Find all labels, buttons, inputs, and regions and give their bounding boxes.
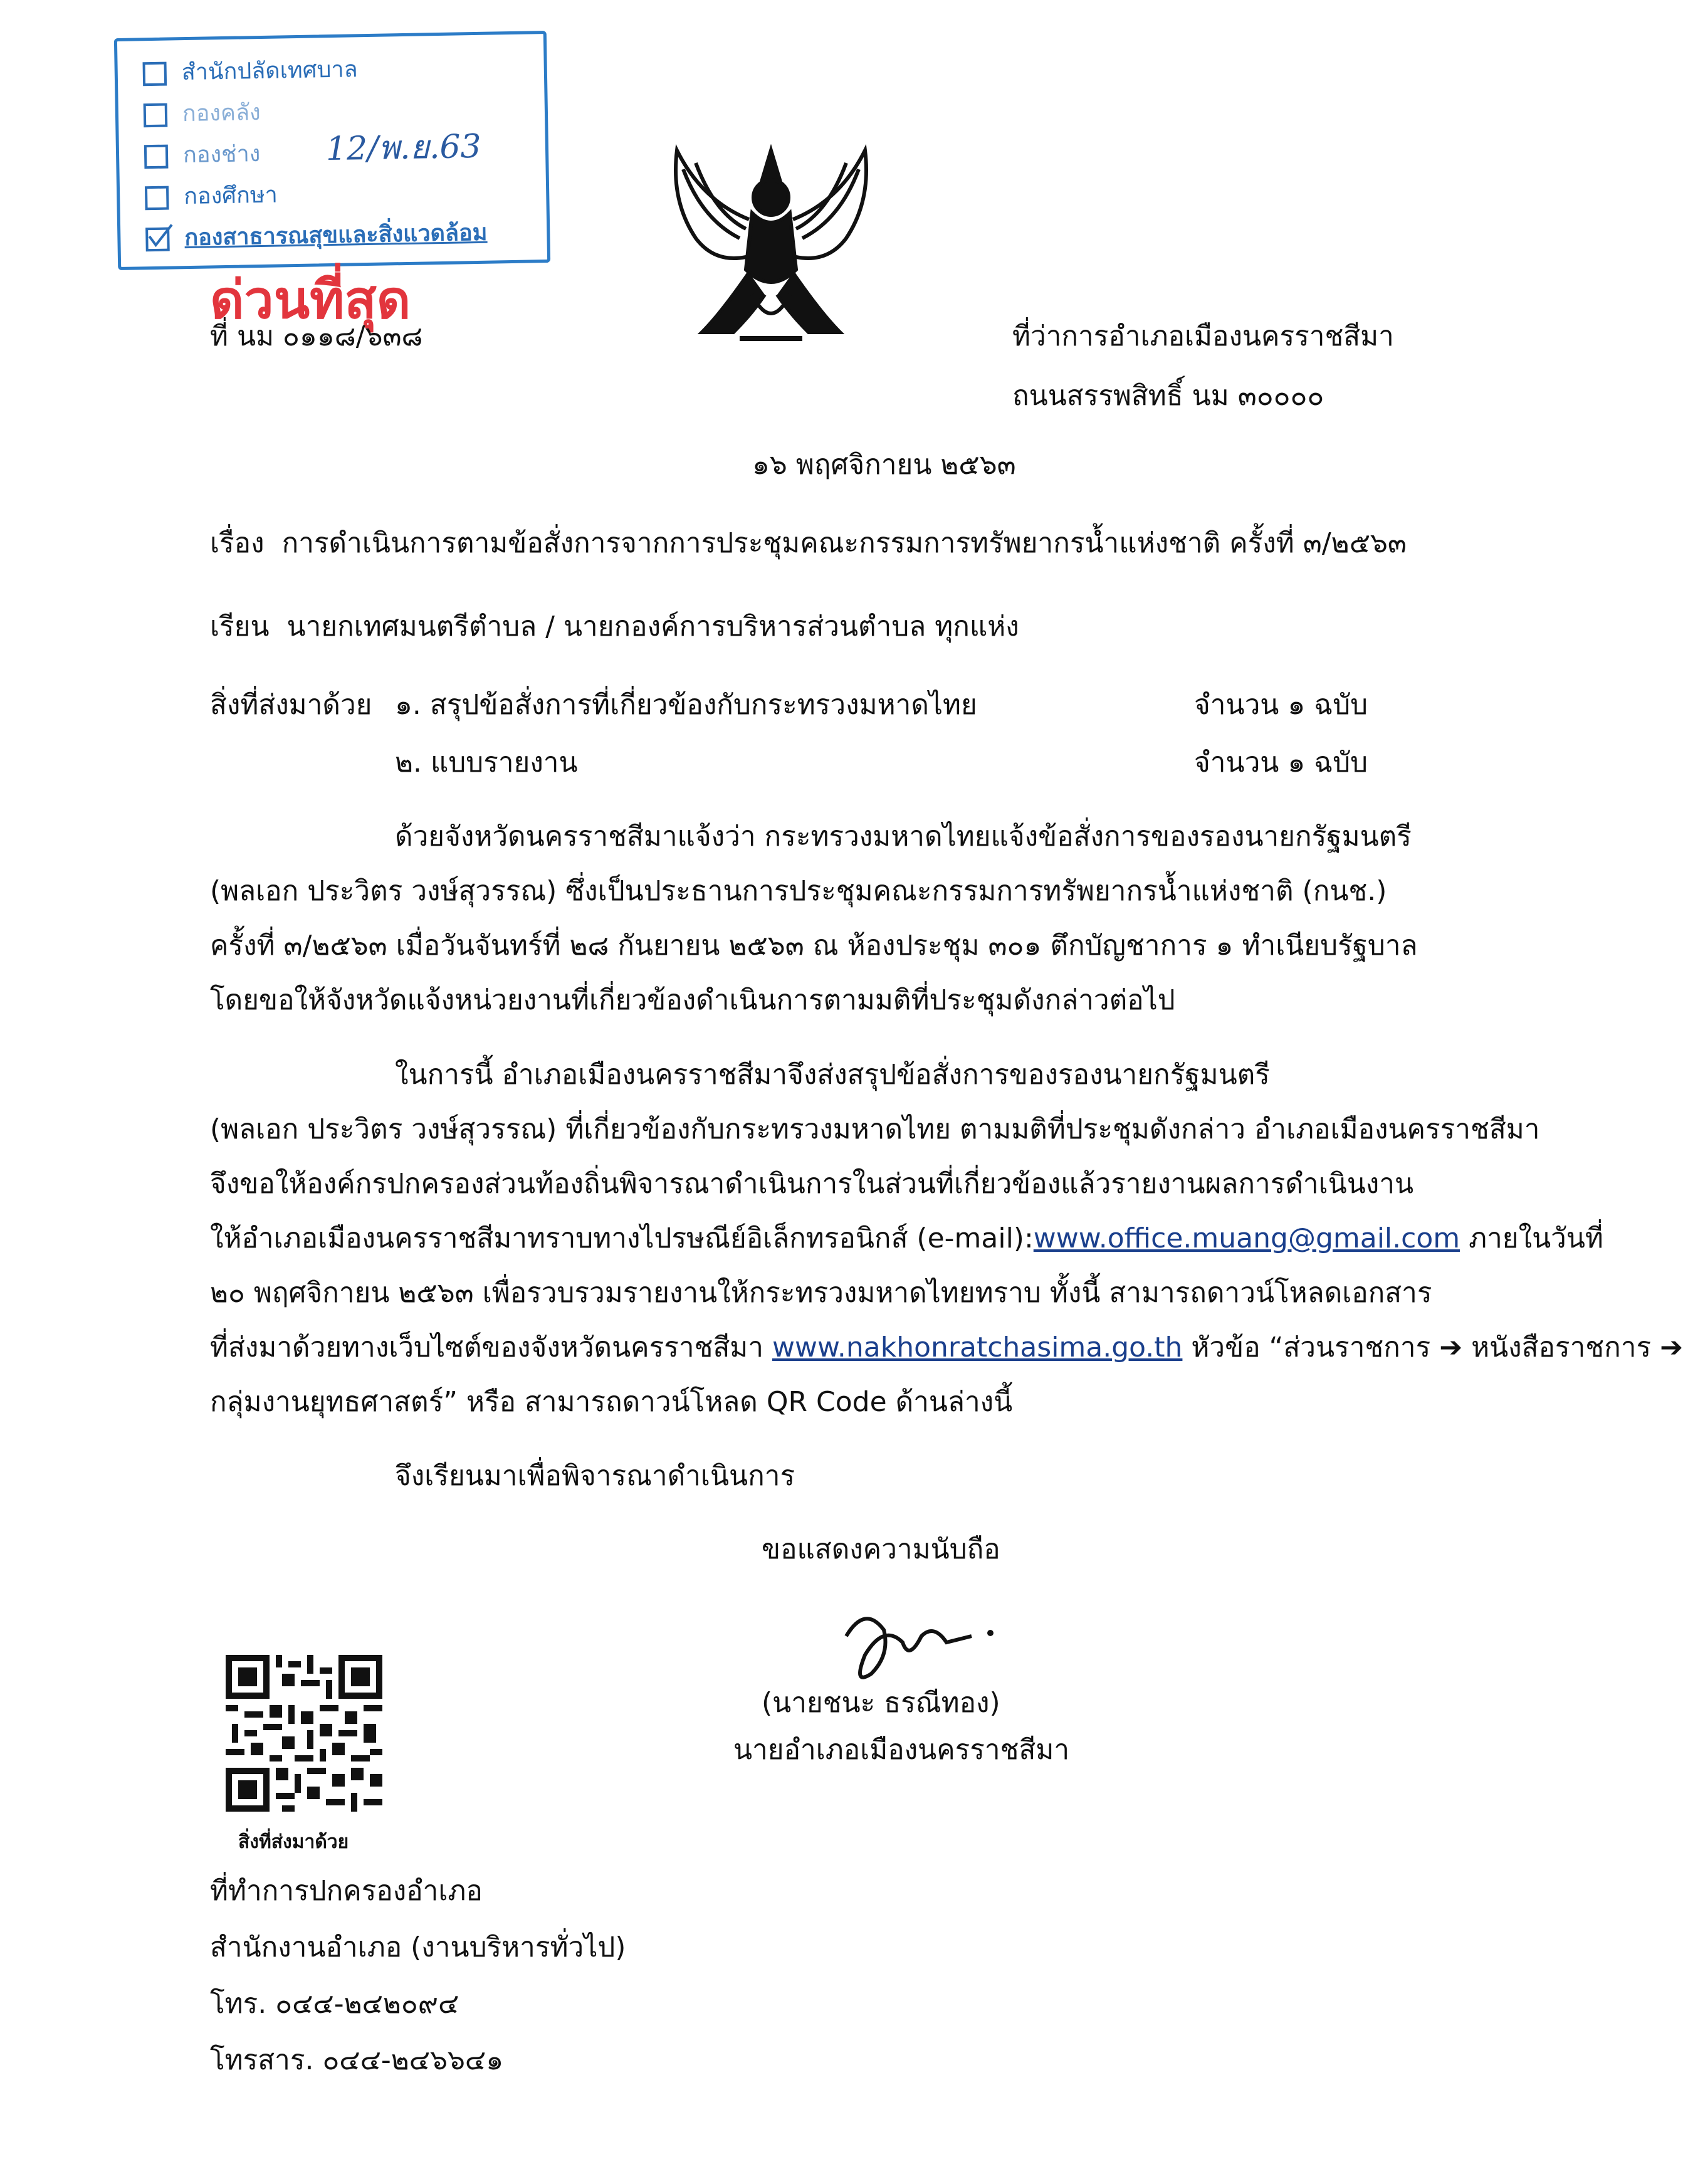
stamp-handwritten-note: 12/พ.ย.63	[325, 127, 482, 169]
enclosure-label: สิ่งที่ส่งมาด้วย	[210, 689, 372, 721]
paragraph-2-line: ๒๐ พฤศจิกายน ๒๕๖๓ เพื่อรวบรวมรายงานให้กระทรวงมหาดไทยทราบ ทั้งนี้ สามารถดาวน์โหลดเอกสาร	[210, 1277, 1432, 1309]
to-label: เรียน	[210, 611, 270, 643]
enclosure-qty: จำนวน ๑ ฉบับ	[1194, 689, 1368, 721]
paragraph-2-line: ในการนี้ อำเภอเมืองนครราชสีมาจึงส่งสรุปข้อสั่งการของรองนายกรัฐมนตรี	[395, 1059, 1270, 1091]
subject	[210, 527, 1407, 559]
handwritten-signature	[827, 1599, 1028, 1693]
paragraph-2-line: ให้อำเภอเมืองนครราชสีมาทราบทางไปรษณีย์อิเล็กทรอนิกส์ (e-mail):www.office.muang@gmail.com ภายในวันที่	[210, 1222, 1603, 1254]
stamp-option: สำนักปลัดเทศบาล	[142, 51, 358, 90]
email-link[interactable]: www.office.muang@gmail.com	[1033, 1222, 1460, 1254]
checked-checkbox-icon	[145, 228, 170, 252]
checkbox-icon	[144, 145, 169, 169]
footer-line: ที่ทำการปกครองอำเภอ	[210, 1875, 483, 1907]
urgency-stamp: ด่วนที่สุด	[210, 269, 411, 330]
checkbox-icon	[145, 186, 169, 211]
stamp-option: กองคลัง	[143, 94, 261, 132]
receiving-stamp	[114, 31, 550, 270]
checkbox-icon	[142, 62, 167, 87]
signer-name: (นายชนะ ธรณีทอง)	[762, 1687, 1000, 1719]
subject-text: การดำเนินการตามข้อสั่งการจากการประชุมคณะกรรมการทรัพยากรน้ำแห่งชาติ ครั้งที่ ๓/๒๕๖๓	[281, 527, 1407, 559]
subject-label: เรื่อง	[210, 527, 265, 559]
stamp-option: กองสาธารณสุขและสิ่งแวดล้อม	[145, 214, 488, 256]
paragraph-2-line: จึงขอให้องค์กรปกครองส่วนท้องถิ่นพิจารณาดำเนินการในส่วนที่เกี่ยวข้องแล้วรายงานผลการดำเนินงาน	[210, 1168, 1414, 1200]
footer-fax: โทรสาร. ๐๔๔-๒๔๖๖๔๑	[210, 2044, 504, 2076]
footer-line: สำนักงานอำเภอ (งานบริหารทั่วไป)	[210, 1931, 626, 1963]
regards: ขอแสดงความนับถือ	[762, 1533, 1000, 1565]
checkbox-icon	[144, 103, 168, 128]
enclosure-item: ๑. สรุปข้อสั่งการที่เกี่ยวข้องกับกระทรวงมหาดไทย	[395, 689, 977, 721]
reference-number: ที่ นม ๐๑๑๘/๖๓๘	[210, 320, 423, 352]
sender-address: ถนนสรรพสิทธิ์ นม ๓๐๐๐๐	[1012, 380, 1324, 412]
garuda-emblem	[646, 125, 896, 376]
paragraph-2-line: (พลเอก ประวิตร วงษ์สุวรรณ) ที่เกี่ยวข้องกับกระทรวงมหาดไทย ตามมติที่ประชุมดังกล่าว อำเภอเมืองนครราชสีมา	[210, 1113, 1540, 1145]
qr-caption: สิ่งที่ส่งมาด้วย	[238, 1831, 349, 1853]
qr-code	[226, 1655, 382, 1812]
enclosure-qty: จำนวน ๑ ฉบับ	[1194, 747, 1368, 779]
paragraph-1-line: ด้วยจังหวัดนครราชสีมาแจ้งว่า กระทรวงมหาดไทยแจ้งข้อสั่งการของรองนายกรัฐมนตรี	[395, 821, 1412, 853]
enclosure-item: ๒. แบบรายงาน	[395, 747, 578, 779]
sender-office: ที่ว่าการอำเภอเมืองนครราชสีมา	[1012, 320, 1394, 352]
paragraph-2-line: กลุ่มงานยุทธศาสตร์” หรือ สามารถดาวน์โหลด QR Code ด้านล่างนี้	[210, 1386, 1013, 1418]
paragraph-1-line: โดยขอให้จังหวัดแจ้งหน่วยงานที่เกี่ยวข้องดำเนินการตามมติที่ประชุมดังกล่าวต่อไป	[210, 984, 1175, 1016]
closing-line: จึงเรียนมาเพื่อพิจารณาดำเนินการ	[395, 1460, 795, 1492]
stamp-option: กองศึกษา	[145, 177, 278, 215]
paragraph-2-line: ที่ส่งมาด้วยทางเว็บไซต์ของจังหวัดนครราชสีมา www.nakhonratchasima.go.th หัวข้อ “ส่วนราชการ ➔ หนังสือราชการ ➔	[210, 1331, 1683, 1363]
salutation	[210, 613, 1019, 641]
website-link[interactable]: www.nakhonratchasima.go.th	[772, 1331, 1183, 1363]
paragraph-1-line: (พลเอก ประวิตร วงษ์สุวรรณ) ซึ่งเป็นประธานการประชุมคณะกรรมการทรัพยากรน้ำแห่งชาติ (กนช.)	[210, 875, 1387, 907]
footer-phone: โทร. ๐๔๔-๒๔๒๐๙๔	[210, 1988, 459, 2020]
letter-date: ๑๖ พฤศจิกายน ๒๕๖๓	[752, 449, 1016, 481]
signer-title: นายอำเภอเมืองนครราชสีมา	[733, 1734, 1070, 1766]
to-text: นายกเทศมนตรีตำบล / นายกองค์การบริหารส่วนตำบล ทุกแห่ง	[286, 611, 1019, 643]
stamp-option: กองช่าง	[144, 135, 261, 173]
paragraph-1-line: ครั้งที่ ๓/๒๕๖๓ เมื่อวันจันทร์ที่ ๒๘ กันยายน ๒๕๖๓ ณ ห้องประชุม ๓๐๑ ตึกบัญชาการ ๑ ทำเนียบรัฐบาล	[210, 930, 1418, 962]
